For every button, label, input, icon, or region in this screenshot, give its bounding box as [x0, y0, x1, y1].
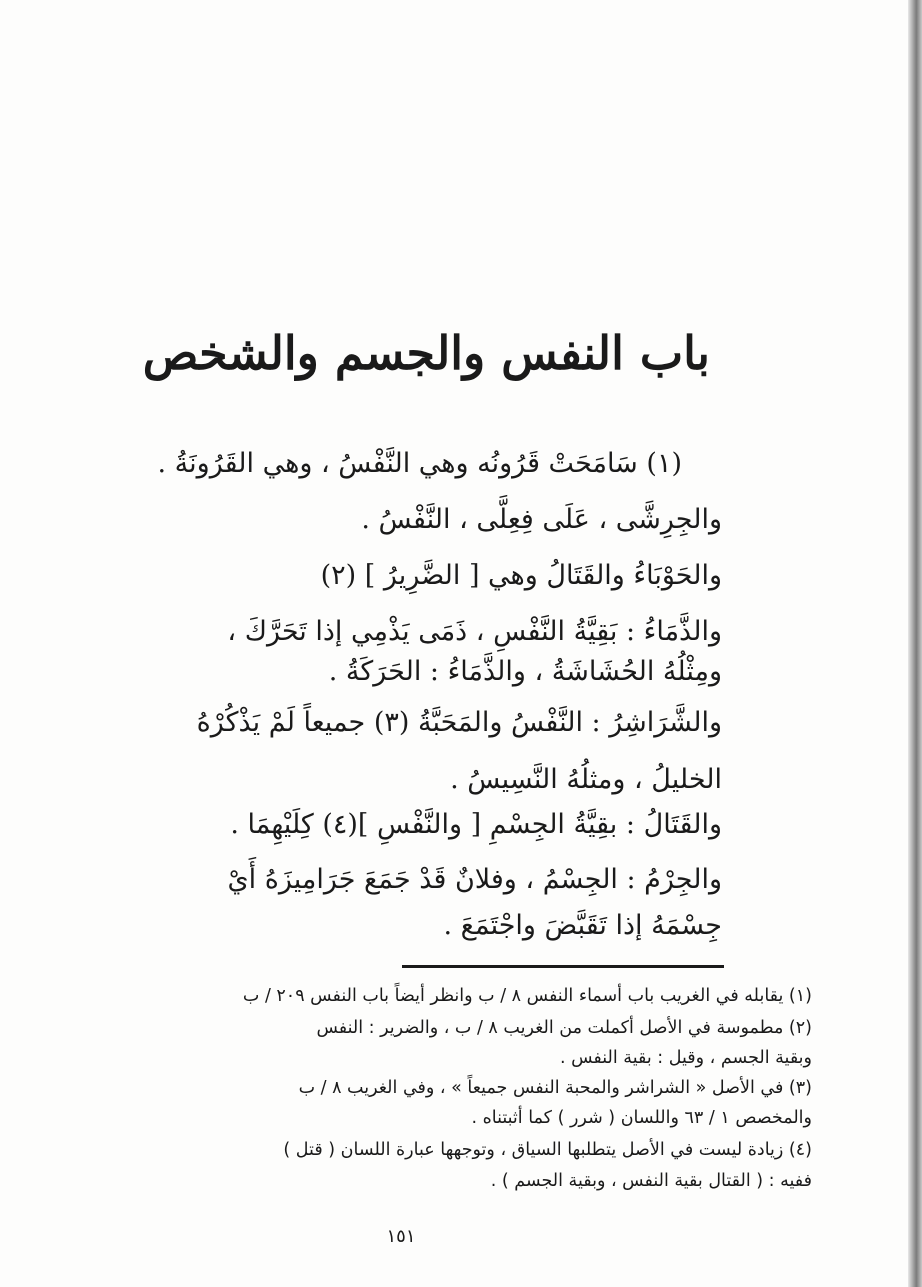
body-line: والشَّرَاشِرُ : النَّفْسُ والمَحَبَّةُ (٣) جميعاً لَمْ يَذْكُرْهُ: [196, 707, 722, 738]
body-line: والقَتَالُ : بقِيَّةُ الجِسْمِ [ والنَّفْسِ ](٤) كِلَيْهِمَا .: [230, 809, 722, 840]
footnote-line: (٣) في الأصل « الشراشر والمحبة النفس جميعاً » ، وفي الغريب ٨ / ب: [298, 1078, 812, 1098]
footnote-separator: [402, 965, 724, 968]
footnote-line: وبقية الجسم ، وقيل : بقية النفس .: [559, 1048, 812, 1068]
body-line: جِسْمَهُ إذا تَقَبَّضَ واجْتَمَعَ .: [443, 910, 722, 941]
page-binding-edge: [908, 0, 922, 1287]
body-line: والجِرِشَّى ، عَلَى فِعِلَّى ، النَّفْسُ .: [361, 504, 722, 535]
footnote-line: (٤) زيادة ليست في الأصل يتطلبها السياق ، وتوجهها عبارة اللسان ( قتل ): [283, 1140, 812, 1160]
body-line: والذَّمَاءُ : بَقِيَّةُ النَّفْسِ ، ذَمَى يَذْمِي إذا تَحَرَّكَ ،: [227, 616, 722, 647]
page-number: ١٥١: [386, 1226, 416, 1247]
chapter-title: باب النفس والجسم والشخص: [142, 326, 710, 380]
footnote-line: (٢) مطموسة في الأصل أكملت من الغريب ٨ / ب ، والضرير : النفس: [316, 1018, 812, 1038]
footnote-line: ففيه : ( القتال بقية النفس ، وبقية الجسم ) .: [490, 1171, 812, 1191]
body-line: والجِرْمُ : الجِسْمُ ، وفلانٌ قَدْ جَمَعَ جَرَامِيزَهُ أَيْ: [227, 864, 722, 895]
body-line: ومِثْلُهُ الحُشَاشَةُ ، والذَّمَاءُ : الحَرَكَةُ .: [328, 656, 722, 687]
footnote-line: والمخصص ١ / ٦٣ واللسان ( شرر ) كما أثبتناه .: [471, 1108, 812, 1128]
footnote-line: (١) يقابله في الغريب باب أسماء النفس ٨ / ب وانظر أيضاً باب النفس ٢٠٩ / ب: [242, 986, 812, 1006]
body-line: الخليلُ ، ومثلُهُ النَّسِيسُ .: [450, 764, 722, 795]
body-line: والحَوْبَاءُ والقَتَالُ وهي [ الضَّرِيرُ ] (٢): [320, 560, 722, 591]
body-line: (١) سَامَحَتْ قَرُونُه وهي النَّفْسُ ، وهي القَرُونَةُ .: [157, 448, 682, 479]
